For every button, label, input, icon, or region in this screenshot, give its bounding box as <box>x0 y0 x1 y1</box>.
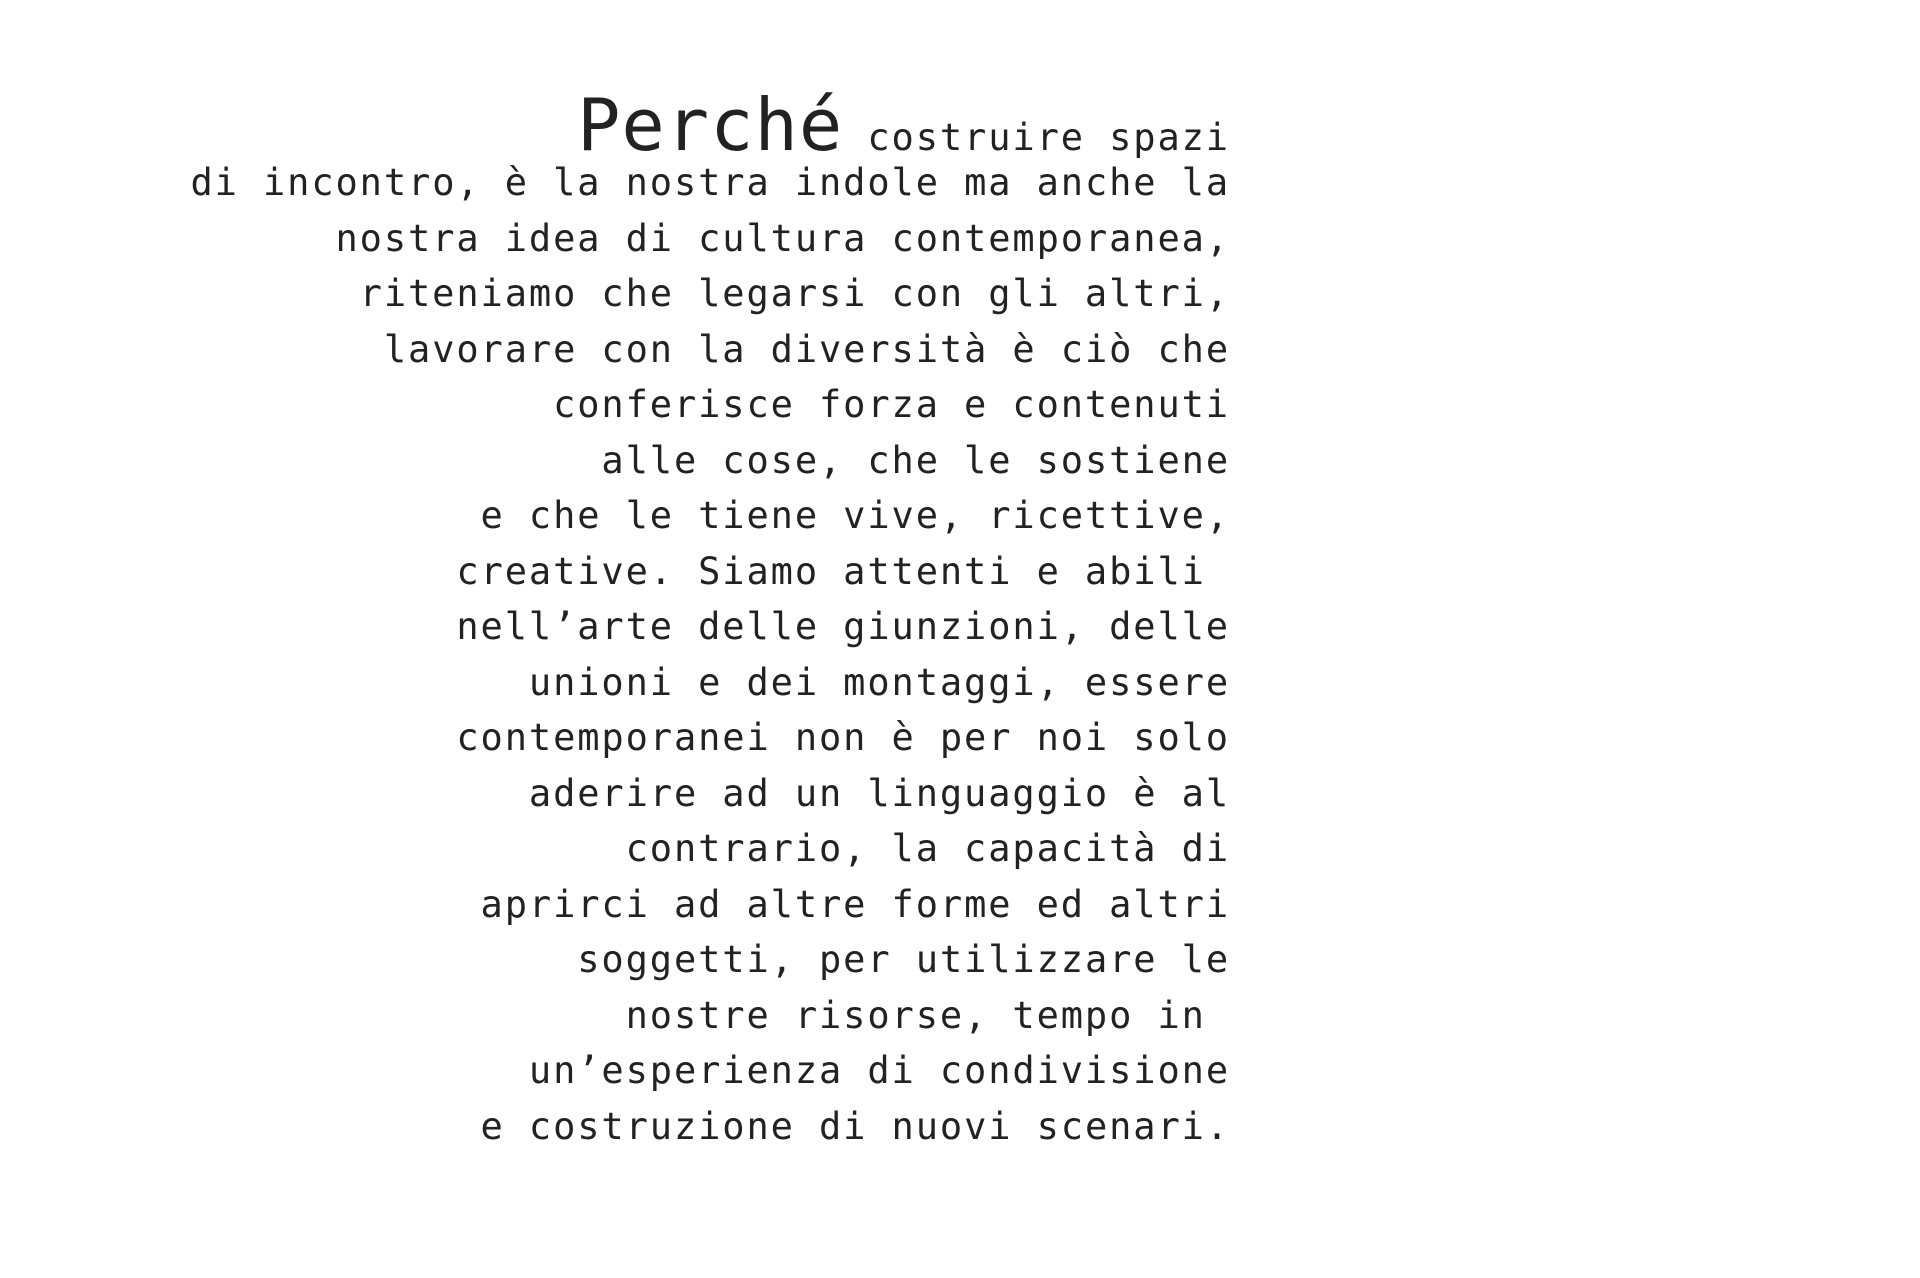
text-line: nell’arte delle giunzioni, delle <box>456 605 1230 648</box>
first-line <box>150 83 1230 167</box>
text-line: nostre risorse, tempo in <box>625 993 1230 1037</box>
text-line: contrario, la capacità di <box>625 827 1230 870</box>
text-line: nostra idea di cultura contemporanea, <box>335 216 1230 260</box>
text-line: soggetti, per utilizzare le <box>577 938 1230 981</box>
text-line: contemporanei non è per noi solo <box>456 716 1230 759</box>
text-line: conferisce forza e contenuti <box>553 383 1230 426</box>
manifesto-text <box>150 83 1230 1154</box>
text-line: di incontro, è la nostra indole ma anche la <box>190 161 1230 204</box>
text-line: unioni e dei montaggi, essere <box>528 660 1230 704</box>
text-line: riteniamo che legarsi con gli altri, <box>359 272 1230 315</box>
text-line: aderire ad un linguaggio è al <box>528 771 1230 815</box>
text-line: creative. Siamo attenti e abili <box>456 549 1230 593</box>
text-line: alle cose, che le sostiene <box>601 438 1230 482</box>
text-line: e costruzione di nuovi scenari. <box>480 1104 1230 1148</box>
first-line-rest: costruire spazi <box>843 116 1230 159</box>
text-line: un’esperienza di condivisione <box>528 1049 1230 1092</box>
text-line: e che le tiene vive, ricettive, <box>480 494 1230 537</box>
text-line: lavorare con la diversità è ciò che <box>383 327 1230 371</box>
text-line: aprirci ad altre forme ed altri <box>480 882 1230 926</box>
heading-word: Perché <box>577 83 844 167</box>
